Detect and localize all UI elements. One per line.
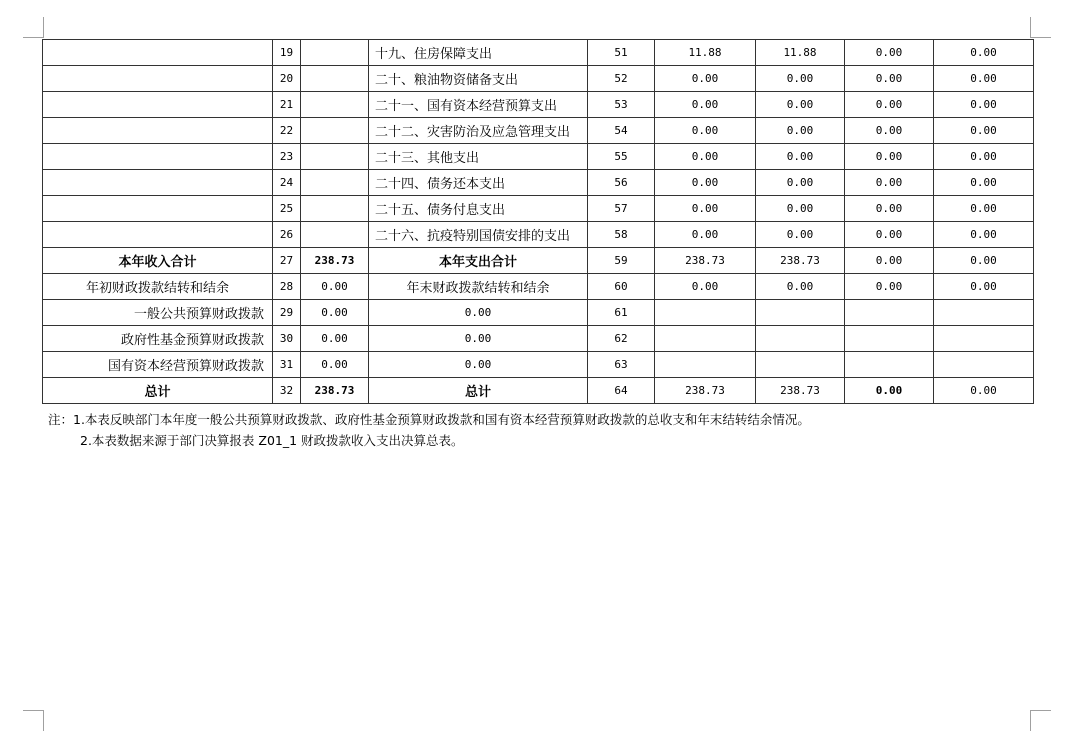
expense-item: 总计: [369, 378, 588, 404]
expense-gov-fund: [845, 326, 934, 352]
income-item: 总计: [43, 378, 273, 404]
expense-state-capital: 0.00: [934, 40, 1034, 66]
expense-state-capital: 0.00: [934, 92, 1034, 118]
expense-total: 238.73: [655, 248, 756, 274]
expense-state-capital: 0.00: [934, 170, 1034, 196]
expense-row-number: 55: [588, 144, 655, 170]
income-amount: 0.00: [301, 352, 369, 378]
expense-row-number: 64: [588, 378, 655, 404]
expense-general-budget: 11.88: [756, 40, 845, 66]
expense-row-number: 57: [588, 196, 655, 222]
expense-general-budget: 0.00: [756, 170, 845, 196]
table-note-1: 注：1.本表反映部门本年度一般公共预算财政拨款、政府性基金预算财政拨款和国有资本经营预算财政拨款的总收支和年末结转结余情况。: [48, 412, 810, 427]
expense-state-capital: 0.00: [934, 144, 1034, 170]
expense-row-number: 52: [588, 66, 655, 92]
expense-general-budget: 0.00: [756, 274, 845, 300]
table-row: [43, 92, 1034, 118]
income-amount: [301, 66, 369, 92]
income-row-number: 26: [273, 222, 301, 248]
expense-state-capital: [934, 352, 1034, 378]
table-row-grand-total: [43, 378, 1034, 404]
expense-total: 0.00: [655, 222, 756, 248]
page-corner-mark-top-left: [23, 17, 44, 38]
income-row-number: 20: [273, 66, 301, 92]
expense-general-budget: [756, 300, 845, 326]
income-item: [43, 196, 273, 222]
expense-state-capital: 0.00: [934, 378, 1034, 404]
income-row-number: 22: [273, 118, 301, 144]
expense-gov-fund: 0.00: [845, 222, 934, 248]
expense-state-capital: 0.00: [934, 222, 1034, 248]
table-row: [43, 170, 1034, 196]
income-row-number: 28: [273, 274, 301, 300]
income-row-number: 25: [273, 196, 301, 222]
table-row: [43, 326, 1034, 352]
expense-gov-fund: 0.00: [845, 118, 934, 144]
table-row: [43, 118, 1034, 144]
table-row: [43, 222, 1034, 248]
income-amount: [301, 222, 369, 248]
expense-state-capital: 0.00: [934, 248, 1034, 274]
expense-state-capital: 0.00: [934, 274, 1034, 300]
income-amount: [301, 170, 369, 196]
expense-total: 0.00: [655, 66, 756, 92]
expense-row-number: 54: [588, 118, 655, 144]
expense-item: 十九、住房保障支出: [369, 40, 588, 66]
expense-row-number: 62: [588, 326, 655, 352]
income-amount: 238.73: [301, 248, 369, 274]
expense-state-capital: 0.00: [934, 118, 1034, 144]
income-item: 年初财政拨款结转和结余: [43, 274, 273, 300]
expense-item: 0.00: [369, 352, 588, 378]
expense-gov-fund: [845, 352, 934, 378]
table-row: [43, 352, 1034, 378]
expense-item: 二十二、灾害防治及应急管理支出: [369, 118, 588, 144]
expense-total: 0.00: [655, 274, 756, 300]
table-row: [43, 196, 1034, 222]
table-row: [43, 144, 1034, 170]
expense-general-budget: 238.73: [756, 378, 845, 404]
expense-state-capital: 0.00: [934, 196, 1034, 222]
income-row-number: 23: [273, 144, 301, 170]
income-row-number: 32: [273, 378, 301, 404]
income-item: [43, 170, 273, 196]
income-row-number: 31: [273, 352, 301, 378]
expense-row-number: 53: [588, 92, 655, 118]
income-amount: [301, 118, 369, 144]
income-amount: 0.00: [301, 326, 369, 352]
expense-general-budget: [756, 326, 845, 352]
expense-gov-fund: 0.00: [845, 248, 934, 274]
expense-general-budget: [756, 352, 845, 378]
table-row: [43, 40, 1034, 66]
expense-gov-fund: 0.00: [845, 170, 934, 196]
table-row: [43, 66, 1034, 92]
expense-total: [655, 352, 756, 378]
income-item: [43, 144, 273, 170]
income-row-number: 29: [273, 300, 301, 326]
income-item: 本年收入合计: [43, 248, 273, 274]
expense-total: 0.00: [655, 196, 756, 222]
page-corner-mark-top-right: [1030, 17, 1051, 38]
expense-item: 本年支出合计: [369, 248, 588, 274]
expense-item: 二十、粮油物资储备支出: [369, 66, 588, 92]
table-row: [43, 300, 1034, 326]
expense-row-number: 61: [588, 300, 655, 326]
expense-gov-fund: 0.00: [845, 92, 934, 118]
income-item: [43, 92, 273, 118]
expense-gov-fund: 0.00: [845, 274, 934, 300]
income-amount: [301, 40, 369, 66]
income-row-number: 30: [273, 326, 301, 352]
income-amount: [301, 92, 369, 118]
income-item: [43, 66, 273, 92]
income-row-number: 27: [273, 248, 301, 274]
income-row-number: 24: [273, 170, 301, 196]
expense-general-budget: 0.00: [756, 222, 845, 248]
appropriation-table: [42, 39, 1034, 404]
expense-total: [655, 300, 756, 326]
expense-total: [655, 326, 756, 352]
expense-general-budget: 0.00: [756, 92, 845, 118]
income-amount: [301, 196, 369, 222]
expense-item: 二十三、其他支出: [369, 144, 588, 170]
page-corner-mark-bottom-left: [23, 710, 44, 731]
page-corner-mark-bottom-right: [1030, 710, 1051, 731]
income-item: 国有资本经营预算财政拨款: [43, 352, 273, 378]
expense-total: 0.00: [655, 92, 756, 118]
expense-gov-fund: 0.00: [845, 378, 934, 404]
income-row-number: 21: [273, 92, 301, 118]
expense-row-number: 51: [588, 40, 655, 66]
expense-gov-fund: 0.00: [845, 66, 934, 92]
expense-row-number: 63: [588, 352, 655, 378]
income-item: [43, 222, 273, 248]
expense-item: 二十四、债务还本支出: [369, 170, 588, 196]
expense-gov-fund: 0.00: [845, 144, 934, 170]
expense-item: 二十一、国有资本经营预算支出: [369, 92, 588, 118]
expense-row-number: 59: [588, 248, 655, 274]
expense-total: 11.88: [655, 40, 756, 66]
expense-item: 年末财政拨款结转和结余: [369, 274, 588, 300]
expense-row-number: 60: [588, 274, 655, 300]
expense-item: 0.00: [369, 326, 588, 352]
table-row: [43, 274, 1034, 300]
expense-general-budget: 0.00: [756, 66, 845, 92]
expense-gov-fund: 0.00: [845, 196, 934, 222]
expense-general-budget: 0.00: [756, 196, 845, 222]
income-item: [43, 118, 273, 144]
income-amount: [301, 144, 369, 170]
expense-general-budget: 0.00: [756, 118, 845, 144]
income-amount: 238.73: [301, 378, 369, 404]
expense-total: 0.00: [655, 170, 756, 196]
expense-total: 238.73: [655, 378, 756, 404]
income-item: [43, 40, 273, 66]
income-amount: 0.00: [301, 274, 369, 300]
income-row-number: 19: [273, 40, 301, 66]
expense-general-budget: 0.00: [756, 144, 845, 170]
income-item: 政府性基金预算财政拨款: [43, 326, 273, 352]
expense-gov-fund: [845, 300, 934, 326]
expense-item: 0.00: [369, 300, 588, 326]
expense-gov-fund: 0.00: [845, 40, 934, 66]
table-note-2: 2.本表数据来源于部门决算报表 Z01_1 财政拨款收入支出决算总表。: [80, 433, 464, 448]
expense-row-number: 58: [588, 222, 655, 248]
expense-state-capital: [934, 326, 1034, 352]
expense-general-budget: 238.73: [756, 248, 845, 274]
expense-total: 0.00: [655, 144, 756, 170]
expense-row-number: 56: [588, 170, 655, 196]
income-item: 一般公共预算财政拨款: [43, 300, 273, 326]
expense-item: 二十五、债务付息支出: [369, 196, 588, 222]
expense-state-capital: [934, 300, 1034, 326]
income-amount: 0.00: [301, 300, 369, 326]
expense-item: 二十六、抗疫特别国债安排的支出: [369, 222, 588, 248]
table-row-annual-total: [43, 248, 1034, 274]
expense-total: 0.00: [655, 118, 756, 144]
expense-state-capital: 0.00: [934, 66, 1034, 92]
